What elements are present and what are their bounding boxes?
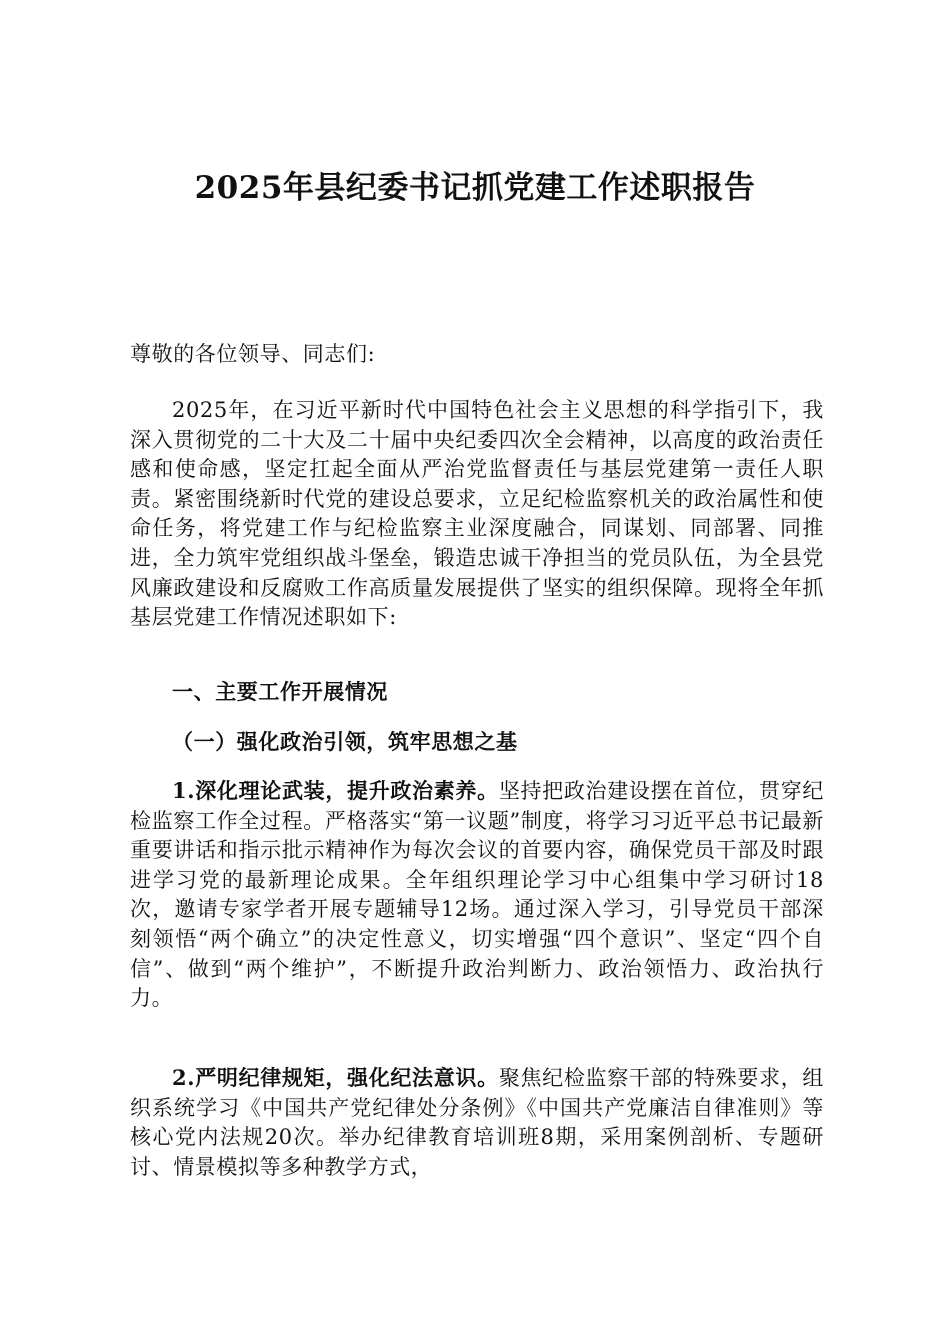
salutation: 尊敬的各位领导、同志们:: [130, 342, 376, 366]
subsection-heading: （一）强化政治引领，筑牢思想之基: [172, 729, 518, 754]
item-1-lead: 1.深化理论武装，提升政治素养。: [172, 778, 499, 803]
item-2-lead: 2.严明纪律规矩，强化纪法意识。: [172, 1065, 499, 1090]
item-1-text: 坚持把政治建设摆在首位，贯穿纪检监察工作全过程。严格落实“第一议题”制度，将学习习近平总书记最新重要讲话和指示批示精神作为每次会议的首要内容，确保党员干部及时跟进学习党的最新理论成果。全年组织理论学习中心组集中学习研讨18次，邀请专家学者开展专题辅导12场。通过深入学习，引导党员干部深刻领悟“两个确立”的决定性意义，切实增强“四个意识”、坚定“四个自信”、做到“两个维护”，不断提升政治判断力、政治领悟力、政治执行力。: [130, 779, 825, 1011]
paragraph-item-2: [130, 1063, 824, 1182]
paragraph-item-1: [130, 776, 824, 1014]
document-title: 2025年县纪委书记抓党建工作述职报告: [194, 170, 756, 206]
item-2-text: 聚焦纪检监察干部的特殊要求，组织系统学习《中国共产党纪律处分条例》《中国共产党廉洁自律准则》等核心党内法规20次。举办纪律教育培训班8期，采用案例剖析、专题研讨、情景模拟等多种教学方式，: [130, 1066, 825, 1179]
intro-paragraph: 2025年，在习近平新时代中国特色社会主义思想的科学指引下，我深入贯彻党的二十大及二十届中央纪委四次全会精神，以高度的政治责任感和使命感，坚定扛起全面从严治党监督责任与基层党建第一责任人职责。紧密围绕新时代党的建设总要求，立足纪检监察机关的政治属性和使命任务，将党建工作与纪检监察主业深度融合，同谋划、同部署、同推进，全力筑牢党组织战斗堡垒，锻造忠诚干净担当的党员队伍，为全县党风廉政建设和反腐败工作高质量发展提供了坚实的组织保障。现将全年抓基层党建工作情况述职如下:: [130, 398, 824, 630]
section-heading: 一、主要工作开展情况: [172, 679, 388, 704]
